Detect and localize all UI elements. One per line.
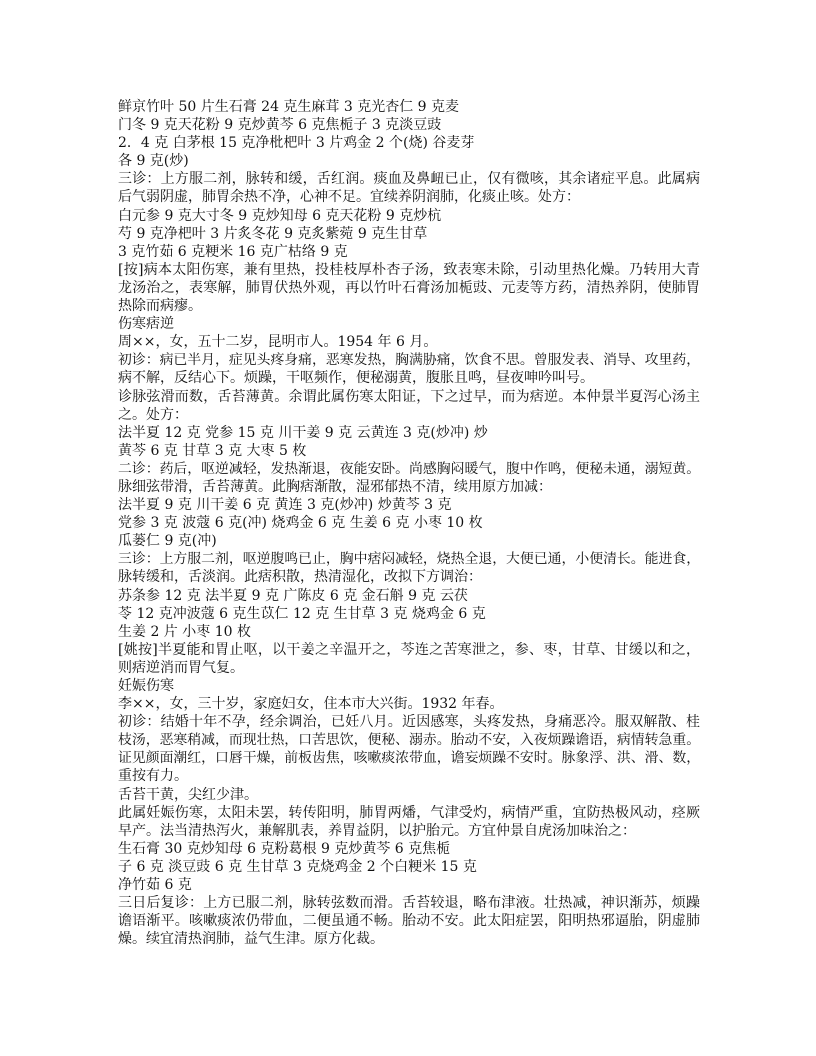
text-line: 3 克竹茹 6 克粳米 16 克广枯络 9 克	[118, 243, 348, 260]
text-line: 之。处方：	[118, 406, 188, 423]
text-line: 后气弱阴虚，肺胃余热不净，心神不足。宜续养阴润肺，化痰止咳。处方：	[118, 189, 580, 206]
text-line: 早产。法当清热泻火，兼解肌表，养胃益阴，以护胎元。方宜仲景自虎汤加味治之：	[118, 822, 636, 839]
text-line: 诊脉弦滑而数，舌苔薄黄。余谓此属伤寒太阳证，下之过早，而为痞逆。本仲景半夏泻心汤主	[118, 388, 700, 405]
text-line: 鲜京竹叶 50 片生石膏 24 克生麻茸 3 克光杏仁 9 克麦	[118, 99, 460, 115]
text-line: 初诊：病已半月，症见头疼身痛，恶寒发热，胸满胁痛，饮食不思。曾服发表、消导、攻里药，	[118, 352, 701, 369]
text-line: 法半夏 9 克 川干姜 6 克 黄连 3 克(炒冲) 炒黄芩 3 克	[118, 497, 452, 514]
text-line: 燥。续宜清热润肺，益气生津。原方化裁。	[118, 931, 384, 948]
text-line: 门冬 9 克天花粉 9 克炒黄芩 6 克焦栀子 3 克淡豆豉	[118, 117, 442, 134]
text-line: 苏条参 12 克 法半夏 9 克 广陈皮 6 克 金石斛 9 克 云茯	[118, 587, 468, 604]
text-line: 重按有力。	[118, 768, 188, 785]
text-line: 李××，女，三十岁，家庭妇女，住本市大兴街。1932 年春。	[118, 696, 504, 713]
document-page	[118, 98, 700, 948]
text-line: 伤寒痞逆	[118, 316, 174, 333]
text-line: 芍 9 克净杷叶 3 片炙冬花 9 克炙紫菀 9 克生甘草	[118, 225, 428, 242]
text-line: 舌苔干黄，尖红少津。	[118, 786, 258, 803]
text-line: 党参 3 克 波蔻 6 克(冲) 烧鸡金 6 克 生姜 6 克 小枣 10 枚	[118, 515, 483, 532]
text-line: 证见颜面潮红，口唇干燥，前板齿焦，咳嗽痰浓带血，谵妄烦躁不安时。脉象浮、洪、滑、数，	[118, 750, 701, 767]
text-line: [按]病本太阳伤寒，兼有里热，投桂枝厚朴杏子汤，致表寒未除，引动里热化燥。乃转用大青	[118, 261, 700, 278]
text-line: 法半夏 12 克 党参 15 克 川干姜 9 克 云黄连 3 克(炒冲) 炒	[118, 424, 488, 441]
text-line: 热除而病瘳。	[118, 298, 202, 315]
text-line: 生石膏 30 克炒知母 6 克粉葛根 9 克炒黄芩 6 克焦栀	[118, 840, 451, 857]
text-line: 脉转缓和，舌淡润。此痞积散，热清湿化，改拟下方调治：	[118, 569, 482, 586]
text-line: 周××，女，五十二岁，昆明市人。1954 年 6 月。	[118, 334, 438, 351]
text-line: 三诊：上方服二剂，呕逆腹鸣已止，胸中痞闷减轻，烧热全退，大便已通，小便清长。能进食，	[118, 551, 701, 568]
text-line: 瓜蒌仁 9 克(冲)	[118, 533, 217, 550]
text-line: 三诊：上方服二剂，脉转和缓，舌红润。痰血及鼻衄已止，仅有微咳，其余诸症平息。此属病	[118, 171, 700, 188]
text-line: 谵语渐平。咳嗽痰浓仍带血，二便虽通不畅。胎动不安。此太阳症罢，阳明热邪逼胎，阴虚肺	[118, 913, 700, 930]
text-line: 脉细弦带滑，舌苔薄黄。此胸痞渐散，湿邪郁热不清，续用原方加减：	[118, 478, 552, 495]
text-line: 妊娠伤寒	[118, 678, 174, 694]
text-line: 生姜 2 片 小枣 10 枚	[118, 623, 251, 640]
text-line: 黄芩 6 克 甘草 3 克 大枣 5 枚	[118, 442, 307, 459]
text-line: 初诊：结婚十年不孕，经余调治，已妊八月。近因感寒，头疼发热，身痛恶冷。服双解散、桂	[118, 714, 700, 731]
text-line: 二诊：药后，呕逆减轻，发热渐退，夜能安卧。尚感胸闷暖气，腹中作鸣，便秘未通，溺短黄。	[118, 460, 701, 477]
text-line: 白元参 9 克大寸冬 9 克炒知母 6 克天花粉 9 克炒杭	[118, 207, 442, 224]
text-line: 净竹茹 6 克	[118, 877, 192, 894]
text-line: 则痞逆消而胃气复。	[118, 659, 244, 676]
text-line: [姚按]半夏能和胃止呕，以干姜之辛温开之，芩连之苦寒泄之，参、枣，甘草、甘缓以和之，	[118, 641, 700, 658]
text-line: 各 9 克(炒)	[118, 153, 189, 170]
text-line: 龙汤治之，表寒解，肺胃伏热外观，再以竹叶石膏汤加栀豉、元麦等方药，清热养阴，使肺胃	[118, 279, 700, 296]
text-line: 此属妊娠伤寒，太阳未罢，转传阳明，肺胃两燔，气津受灼，病情严重，宜防热极风动，痉厥	[118, 804, 700, 821]
text-line: 枝汤，恶寒稍减，而现壮热，口苦思饮，便秘、溺赤。胎动不安，入夜烦躁谵语，病情转急重。	[118, 732, 701, 749]
text-line: 病不解，反结心下。烦躁，干呕频作，便秘溺黄，腹胀且鸣，昼夜呻吟叫号。	[118, 370, 594, 387]
text-line: 2．4 克 白茅根 15 克净枇杷叶 3 片鸡金 2 个(烧) 谷麦芽	[118, 135, 475, 152]
text-line: 苓 12 克冲波蔻 6 克生苡仁 12 克 生甘草 3 克 烧鸡金 6 克	[118, 605, 486, 622]
text-line: 三日后复诊：上方已服二剂，脉转弦数而滑。舌苔较退，略布津液。壮热减，神识渐苏，烦躁	[118, 895, 700, 912]
text-line: 子 6 克 淡豆豉 6 克 生甘草 3 克烧鸡金 2 个白粳米 15 克	[118, 858, 477, 875]
